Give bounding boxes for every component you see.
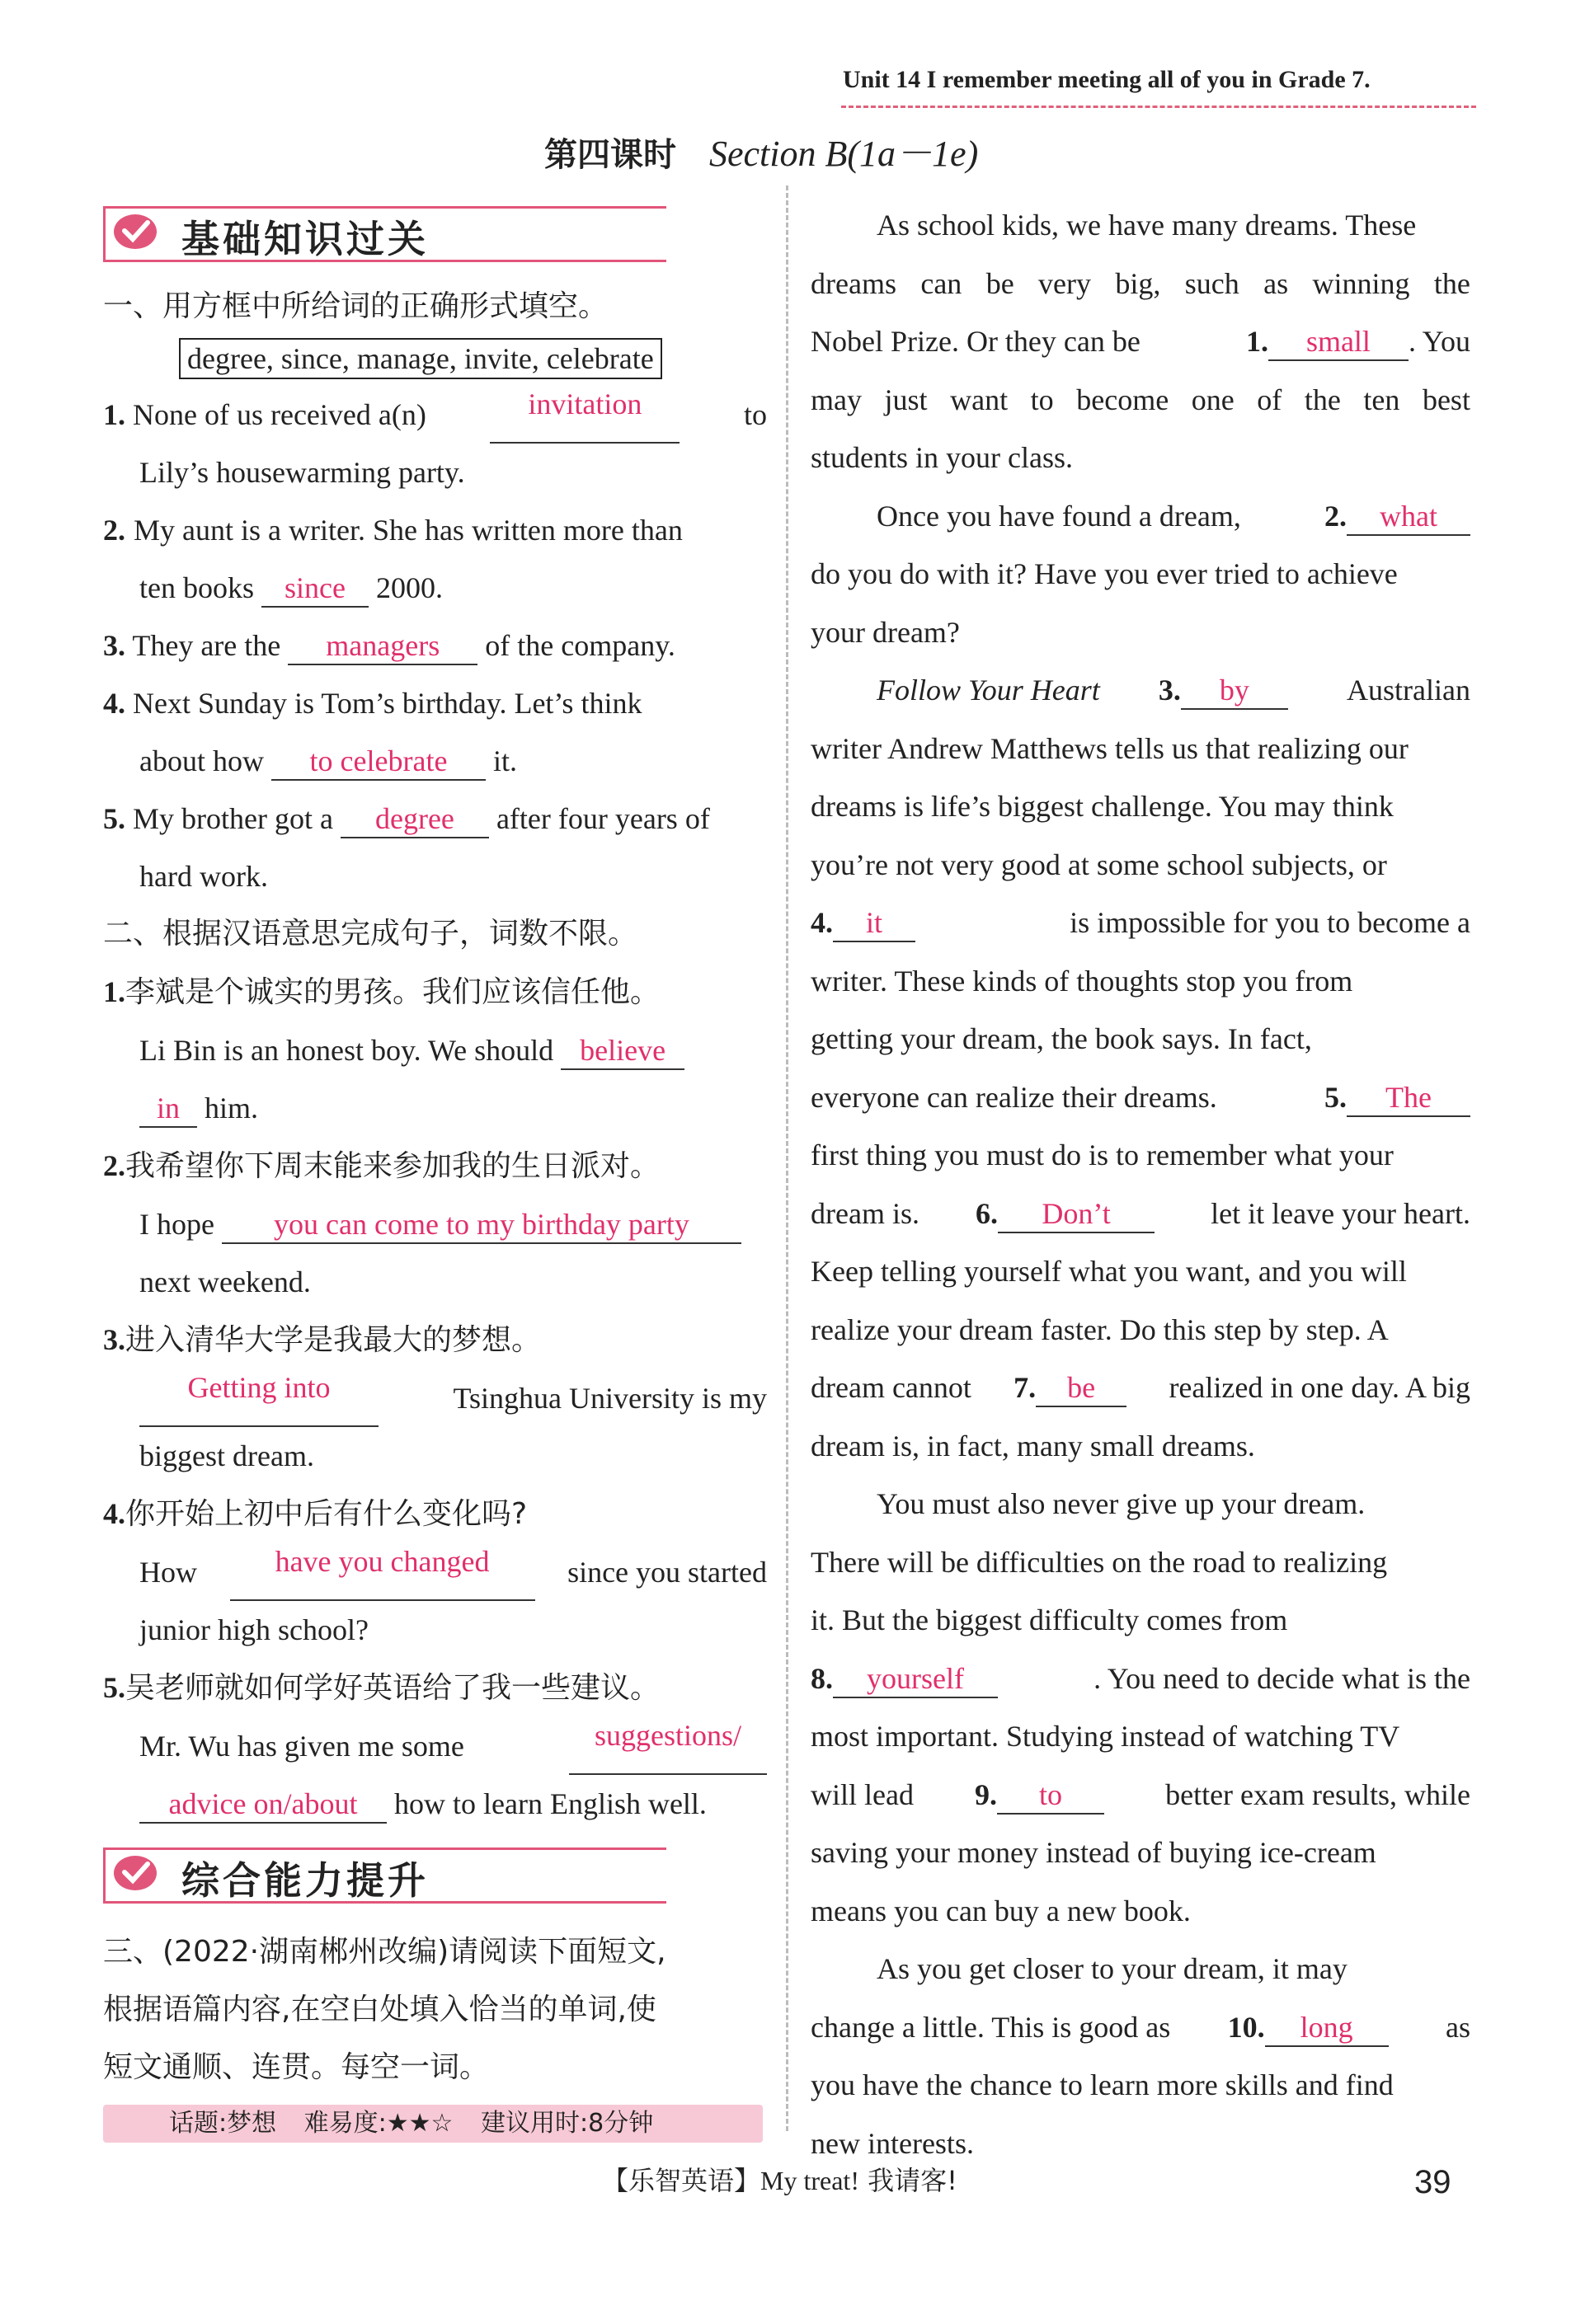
banner-title: 综合能力提升 xyxy=(181,1858,429,1903)
part1-title: 一、用方框中所给词的正确形式填空。 xyxy=(103,289,609,323)
passage-line: writer Andrew Matthews tells us that realizing our xyxy=(811,731,1409,765)
passage-word: the xyxy=(1304,383,1341,416)
s2-cn: 2.我希望你下周末能来参加我的生日派对。 xyxy=(103,1149,661,1183)
passage-line: saving your money instead of buying ice-cream xyxy=(811,1836,1376,1869)
passage-word: winning xyxy=(1312,266,1410,300)
passage-word: as xyxy=(1263,266,1289,300)
passage-word: may xyxy=(811,383,862,416)
banner-title: 基础知识过关 xyxy=(181,217,429,261)
passage-line: As school kids, we have many dreams. These xyxy=(877,209,1417,242)
passage-line: 4. it is impossible for you to become a xyxy=(811,894,1470,952)
passage-line: 8. yourself . You need to decide what is the xyxy=(811,1650,1470,1708)
q2-line1: 2. My aunt is a writer. She has written more than xyxy=(103,514,683,547)
footer-slogan xyxy=(602,2160,957,2198)
answer-blank[interactable]: The xyxy=(1347,1079,1470,1117)
q4-line2: about how to celebrate it. xyxy=(103,732,767,790)
answer-blank[interactable]: have you changed xyxy=(230,1543,535,1601)
part3-intro-1: 三、(2022·湖南郴州改编)请阅读下面短文, xyxy=(103,1935,666,1969)
passage-line: writer. These kinds of thoughts stop you from xyxy=(811,964,1353,998)
passage-word: of xyxy=(1257,383,1282,416)
left-column xyxy=(103,198,767,2143)
passage-line: realize your dream faster. Do this step by step. A xyxy=(811,1312,1389,1346)
passage-word: very xyxy=(1038,266,1092,300)
passage-word: big, xyxy=(1115,266,1161,300)
page-number: 39 xyxy=(1414,2164,1451,2200)
s5-line2: advice on/about how to learn English well. xyxy=(103,1775,767,1833)
passage-line: most important. Studying instead of watching TV xyxy=(811,1720,1400,1753)
topic-bar xyxy=(103,2105,763,2143)
section-banner-advanced xyxy=(103,1839,767,1915)
answer-blank[interactable]: by xyxy=(1181,672,1288,710)
passage-line: There will be difficulties on the road to realizing xyxy=(811,1545,1388,1579)
passage-word: best xyxy=(1422,383,1470,416)
s4-line1: How have you changed since you started xyxy=(103,1543,767,1601)
passage-word: want xyxy=(950,383,1009,416)
s2-line2: next weekend. xyxy=(139,1265,311,1298)
answer-blank[interactable]: small xyxy=(1268,323,1409,361)
answer-blank[interactable]: managers xyxy=(288,627,477,665)
passage-line: it. But the biggest difficulty comes from xyxy=(811,1603,1288,1636)
s5-line1: Mr. Wu has given me some suggestions/ xyxy=(103,1717,767,1775)
passage-line xyxy=(811,371,1470,430)
header-divider xyxy=(841,106,1476,108)
answer-blank[interactable]: degree xyxy=(341,800,489,838)
passage-line: Keep telling yourself what you want, and you will xyxy=(811,1255,1407,1288)
heart-check-icon xyxy=(113,1854,158,1892)
answer-blank[interactable]: it xyxy=(833,904,915,942)
part3-intro-3: 短文通顺、连贯。每空一词。 xyxy=(103,2050,490,2084)
passage-word: ten xyxy=(1363,383,1400,416)
q1-line1: 1. None of us received a(n) invitation to xyxy=(103,386,767,444)
answer-blank[interactable]: long xyxy=(1265,2009,1389,2047)
passage-word: such xyxy=(1184,266,1239,300)
s5-cn: 5.吴老师就如何学好英语给了我一些建议。 xyxy=(103,1671,661,1705)
s3-line1: Getting into Tsinghua University is my xyxy=(103,1369,767,1427)
s3-cn: 3.进入清华大学是我最大的梦想。 xyxy=(103,1323,542,1357)
passage-line xyxy=(811,255,1470,313)
unit-header: Unit 14 I remember meeting all of you in Grade 7. xyxy=(843,66,1371,93)
s1-cn: 1.李斌是个诚实的男孩。我们应该信任他。 xyxy=(103,975,661,1009)
passage-line: will lead 9. to better exam results, while xyxy=(811,1766,1470,1824)
passage-line: Nobel Prize. Or they can be 1. small . You xyxy=(811,312,1470,371)
passage-line: You must also never give up your dream. xyxy=(877,1487,1366,1520)
q5-line2: hard work. xyxy=(139,860,268,893)
passage-line: everyone can realize their dreams. 5. The xyxy=(811,1068,1470,1127)
passage-line: dream is. 6. Don’t let it leave your heart. xyxy=(811,1185,1470,1243)
passage-line: As you get closer to your dream, it may xyxy=(877,1952,1347,1985)
q4-line1: 4. Next Sunday is Tom’s birthday. Let’s think xyxy=(103,687,642,720)
answer-blank[interactable]: since xyxy=(261,570,369,608)
passage-word: dreams xyxy=(811,266,896,300)
answer-blank[interactable]: in xyxy=(139,1090,197,1128)
footer-slogan-cn: 我请客! xyxy=(868,2165,957,2196)
answer-blank[interactable]: Getting into xyxy=(139,1369,379,1427)
part3-intro-2: 根据语篇内容,在空白处填入恰当的单词,使 xyxy=(103,1993,656,2026)
passage-line: change a little. This is good as 10. long as xyxy=(811,1998,1470,2057)
passage-line: dream is, in fact, many small dreams. xyxy=(811,1429,1255,1462)
q5-line1: 5. My brother got a degree after four years of xyxy=(103,790,767,847)
s1-line1: Li Bin is an honest boy. We should believe xyxy=(103,1021,767,1079)
answer-blank[interactable]: believe xyxy=(561,1032,684,1070)
answer-blank[interactable]: be xyxy=(1036,1369,1126,1407)
lesson-cn: 第四课时 xyxy=(544,136,676,174)
passage-line: you’re not very good at some school subjects, or xyxy=(811,847,1387,881)
s2-line1: I hope you can come to my birthday party xyxy=(103,1195,767,1253)
passage-word: just xyxy=(884,383,928,416)
passage-line: dreams is life’s biggest challenge. You may think xyxy=(811,790,1394,823)
s1-line2: in him. xyxy=(103,1079,767,1137)
heart-check-icon xyxy=(113,213,158,251)
answer-blank[interactable]: you can come to my birthday party xyxy=(222,1206,741,1244)
answer-blank[interactable]: Don’t xyxy=(998,1195,1155,1233)
passage-word: become xyxy=(1076,383,1169,416)
s3-line2: biggest dream. xyxy=(139,1439,314,1472)
passage-word: the xyxy=(1433,266,1470,300)
passage-line: new interests. xyxy=(811,2126,974,2160)
q2-line2: ten books since 2000. xyxy=(103,559,767,617)
passage-word: be xyxy=(985,266,1014,300)
answer-blank[interactable]: to xyxy=(997,1777,1104,1815)
passage-line: do you do with it? Have you ever tried to achieve xyxy=(811,557,1398,590)
passage xyxy=(811,196,1470,2172)
passage-line: means you can buy a new book. xyxy=(811,1894,1191,1927)
passage-line: first thing you must do is to remember what your xyxy=(811,1139,1394,1171)
passage-line: getting your dream, the book says. In fact, xyxy=(811,1022,1312,1055)
answer-blank[interactable]: invitation xyxy=(490,386,680,444)
lesson-title xyxy=(544,124,978,176)
passage-line: you have the chance to learn more skills and find xyxy=(811,2068,1394,2101)
answer-blank[interactable]: what xyxy=(1347,498,1470,536)
footer-slogan-en: My treat! xyxy=(760,2166,859,2195)
passage-line: dream cannot 7. be realized in one day. A big xyxy=(811,1359,1470,1417)
answer-blank[interactable]: to celebrate xyxy=(271,743,486,781)
part2-title: 二、根据汉语意思完成句子，词数不限。 xyxy=(103,917,638,951)
difficulty-label: 难易度:★★☆ xyxy=(303,2109,454,2138)
time-label: 建议用时:8分钟 xyxy=(481,2109,654,2138)
passage-word: to xyxy=(1030,383,1054,416)
lesson-section: Section B(1a－1e) xyxy=(709,134,979,174)
passage-line: students in your class. xyxy=(811,441,1073,474)
s4-cn: 4.你开始上初中后有什么变化吗? xyxy=(103,1497,528,1531)
answer-blank[interactable]: suggestions/ xyxy=(569,1717,767,1775)
q3-line: 3. They are the managers of the company. xyxy=(103,617,767,674)
passage-word: can xyxy=(920,266,962,300)
column-divider xyxy=(786,185,788,2131)
topic-label: 话题:梦想 xyxy=(169,2109,277,2138)
passage-line: your dream? xyxy=(811,615,960,649)
answer-blank[interactable]: yourself xyxy=(833,1660,998,1698)
answer-blank[interactable]: advice on/about xyxy=(139,1786,387,1824)
passage-line: Follow Your Heart 3. by Australian xyxy=(811,661,1470,720)
footer-brand: 【乐智英语】 xyxy=(602,2165,761,2196)
word-box: degree, since, manage, invite, celebrate xyxy=(179,338,662,379)
passage-word: one xyxy=(1191,383,1235,416)
section-banner-basic xyxy=(103,198,767,274)
q1-line2: Lily’s housewarming party. xyxy=(139,456,465,489)
passage-line: Once you have found a dream, 2. what xyxy=(811,487,1470,546)
s4-line2: junior high school? xyxy=(139,1613,369,1646)
